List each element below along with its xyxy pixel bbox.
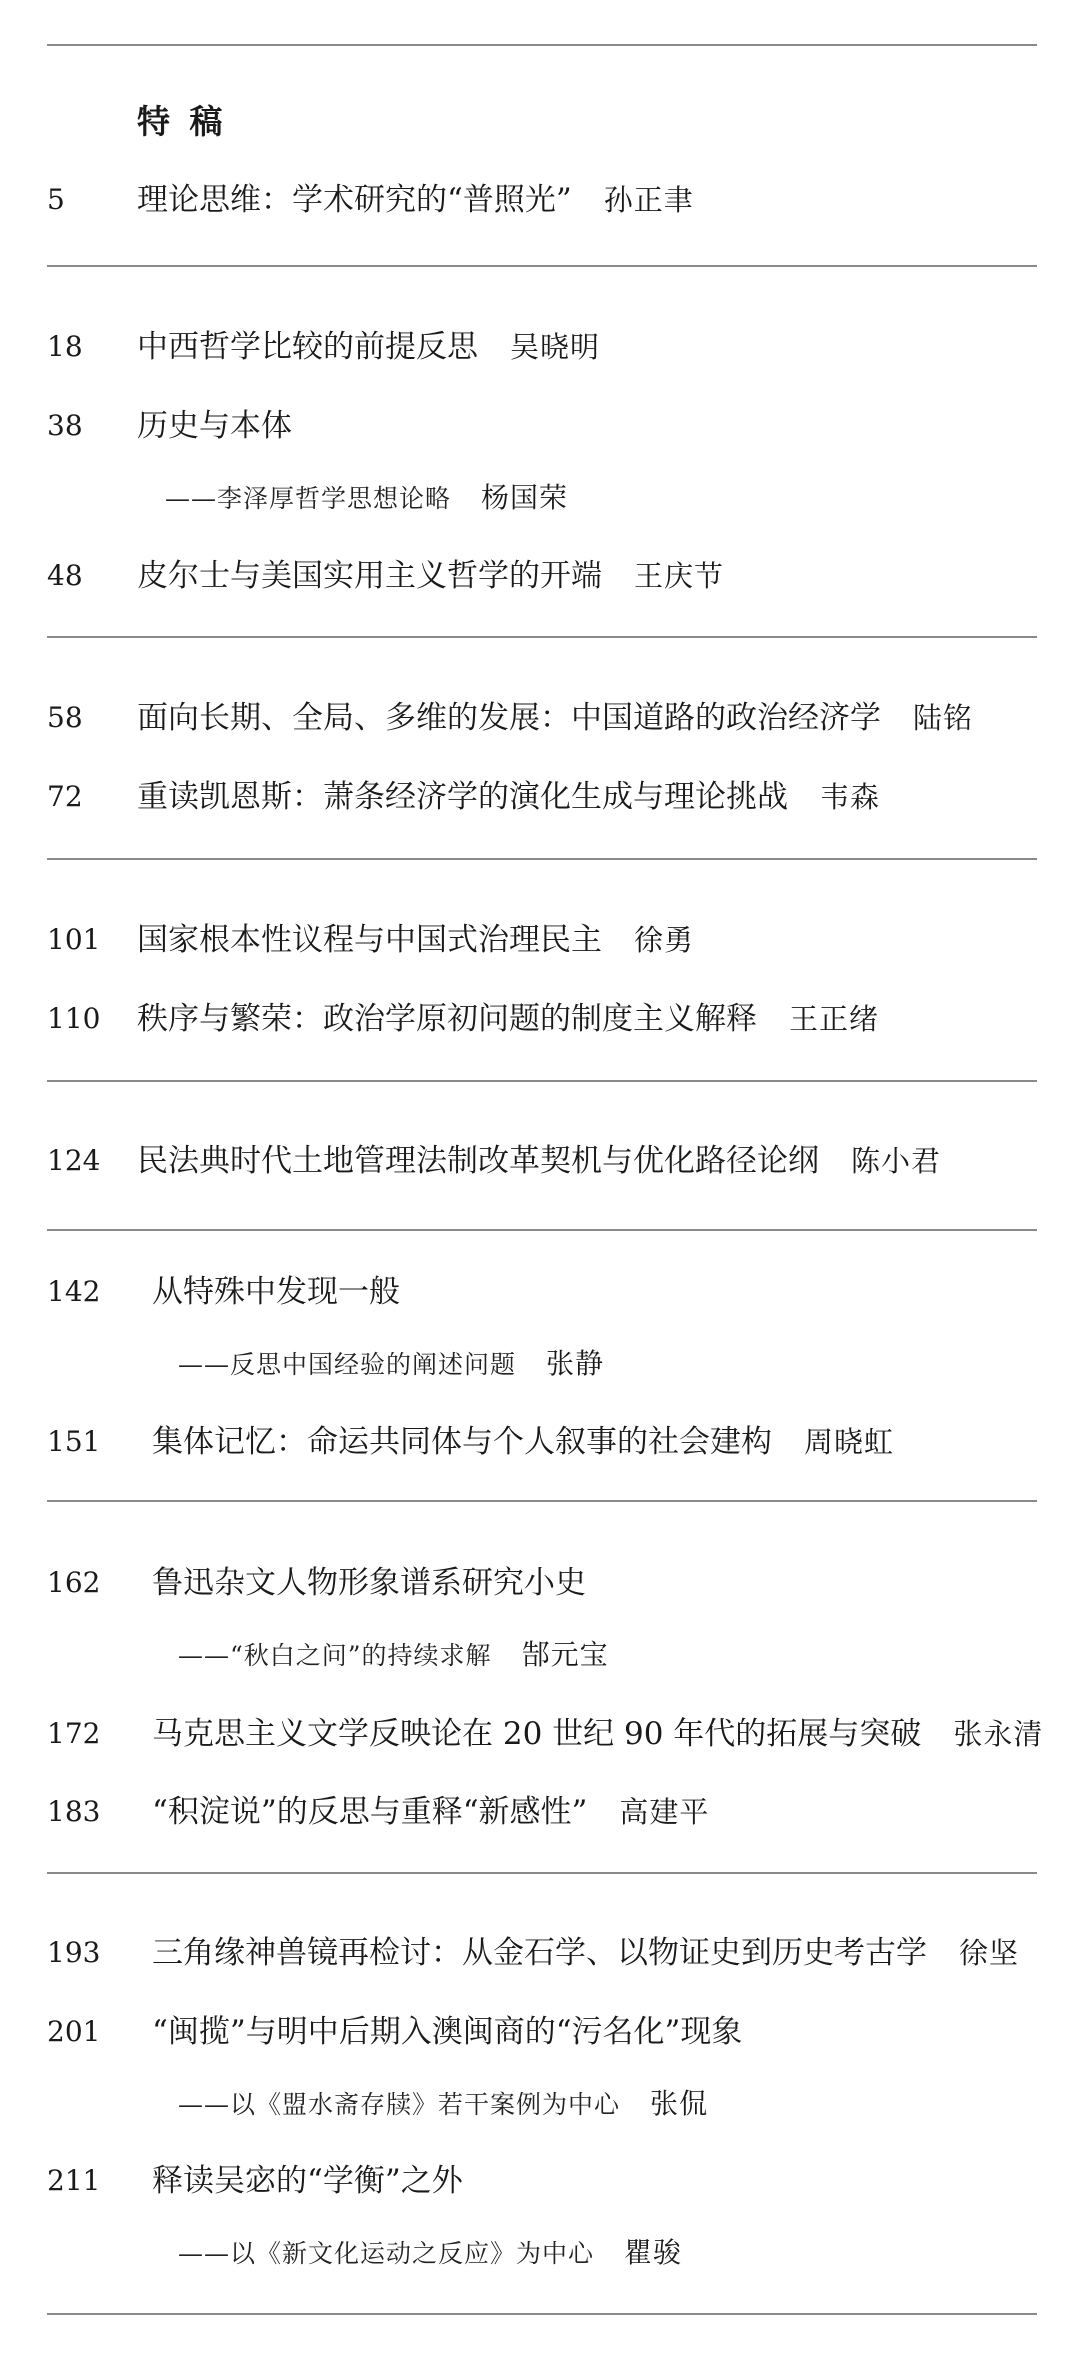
page-number: 72: [47, 780, 83, 813]
entry-title: 马克思主义文学反映论在 20 世纪 90 年代的拓展与突破 张永清: [152, 1716, 1044, 1752]
toc-entry[interactable]: [0, 688, 1080, 748]
entry-title: 历史与本体: [137, 408, 292, 444]
toc-entry[interactable]: [0, 2002, 1080, 2062]
toc-entry[interactable]: [0, 1412, 1080, 1472]
entry-title: 释读吴宓的“学衡”之外: [152, 2163, 463, 2199]
section-heading: 特 稿: [137, 102, 227, 141]
entry-author: 瞿骏: [624, 2236, 683, 2269]
divider: [47, 265, 1037, 267]
toc-subtitle: ——反思中国经验的阐述问题 张静: [178, 1347, 605, 1380]
divider: [47, 1500, 1037, 1502]
entry-title: 从特殊中发现一般: [152, 1274, 400, 1310]
page-number: 48: [47, 559, 83, 592]
entry-author: 吴晓明: [510, 330, 601, 364]
toc-subtitle: ——以《新文化运动之反应》为中心 瞿骏: [178, 2236, 683, 2269]
divider: [47, 1080, 1037, 1082]
divider: [47, 2313, 1037, 2315]
entry-author: 陆铭: [913, 701, 974, 735]
entry-author: 陈小君: [851, 1144, 942, 1178]
entry-title: 秩序与繁荣：政治学原初问题的制度主义解释 王正绪: [137, 1001, 880, 1037]
entry-title: 国家根本性议程与中国式治理民主 徐勇: [137, 922, 695, 958]
page-number: 58: [47, 701, 83, 734]
page-number: 193: [47, 1936, 101, 1969]
toc-entry[interactable]: [0, 170, 1080, 230]
toc-entry[interactable]: [0, 910, 1080, 970]
divider: [47, 44, 1037, 46]
entry-author: 高建平: [619, 1795, 710, 1829]
entry-author: 杨国荣: [481, 481, 569, 514]
divider: [47, 1229, 1037, 1231]
toc-subtitle: ——李泽厚哲学思想论略 杨国荣: [165, 481, 569, 514]
toc-entry[interactable]: [0, 317, 1080, 377]
entry-author: 孙正聿: [603, 183, 694, 217]
toc-subtitle: ——“秋白之问”的持续求解 郜元宝: [178, 1638, 609, 1671]
entry-author: 张静: [546, 1347, 605, 1380]
divider: [47, 858, 1037, 860]
entry-title: 集体记忆：命运共同体与个人叙事的社会建构 周晓虹: [152, 1424, 895, 1460]
toc-entry[interactable]: [0, 1262, 1080, 1322]
page-number: 110: [47, 1002, 101, 1035]
page-number: 172: [47, 1717, 101, 1750]
entry-author: 张侃: [650, 2087, 709, 2120]
page-number: 18: [47, 330, 83, 363]
entry-title: 理论思维：学术研究的“普照光” 孙正聿: [137, 182, 694, 218]
entry-title: “积淀说”的反思与重释“新感性” 高建平: [152, 1794, 710, 1830]
page-number: 101: [47, 923, 101, 956]
toc-entry[interactable]: [0, 1704, 1080, 1764]
entry-title: 中西哲学比较的前提反思 吴晓明: [137, 329, 601, 365]
entry-title: 皮尔士与美国实用主义哲学的开端 王庆节: [137, 558, 725, 594]
entry-title: 三角缘神兽镜再检讨：从金石学、以物证史到历史考古学 徐坚: [152, 1935, 1020, 1971]
toc-entry[interactable]: [0, 1923, 1080, 1983]
page-number: 151: [47, 1425, 101, 1458]
entry-author: 王庆节: [634, 559, 725, 593]
entry-author: 郜元宝: [521, 1638, 609, 1671]
page-number: 142: [47, 1275, 101, 1308]
entry-title: “闽揽”与明中后期入澳闽商的“污名化”现象: [152, 2014, 743, 2050]
page-number: 38: [47, 409, 83, 442]
toc-entry[interactable]: [0, 546, 1080, 606]
entry-author: 周晓虹: [804, 1425, 895, 1459]
page-number: 5: [47, 183, 65, 216]
entry-author: 徐勇: [634, 923, 695, 957]
page-number: 162: [47, 1566, 101, 1599]
divider: [47, 636, 1037, 638]
entry-title: 面向长期、全局、多维的发展：中国道路的政治经济学 陆铭: [137, 700, 974, 736]
toc-entry[interactable]: [0, 2151, 1080, 2211]
entry-author: 张永清: [953, 1717, 1044, 1751]
entry-title: 民法典时代土地管理法制改革契机与优化路径论纲 陈小君: [137, 1143, 942, 1179]
toc-subtitle: ——以《盟水斋存牍》若干案例为中心 张侃: [178, 2087, 709, 2120]
entry-author: 韦森: [820, 780, 881, 814]
entry-author: 徐坚: [959, 1936, 1020, 1970]
toc-entry[interactable]: [0, 1553, 1080, 1613]
entry-author: 王正绪: [789, 1002, 880, 1036]
toc-entry[interactable]: [0, 396, 1080, 456]
page-number: 183: [47, 1795, 101, 1828]
entry-title: 鲁迅杂文人物形象谱系研究小史: [152, 1565, 586, 1601]
page-number: 201: [47, 2015, 101, 2048]
divider: [47, 1872, 1037, 1874]
toc-entry[interactable]: [0, 767, 1080, 827]
page-number: 211: [47, 2164, 101, 2197]
toc-entry[interactable]: [0, 989, 1080, 1049]
entry-title: 重读凯恩斯：萧条经济学的演化生成与理论挑战 韦森: [137, 779, 881, 815]
toc-entry[interactable]: [0, 1782, 1080, 1842]
page-number: 124: [47, 1144, 101, 1177]
toc-entry[interactable]: [0, 1131, 1080, 1191]
